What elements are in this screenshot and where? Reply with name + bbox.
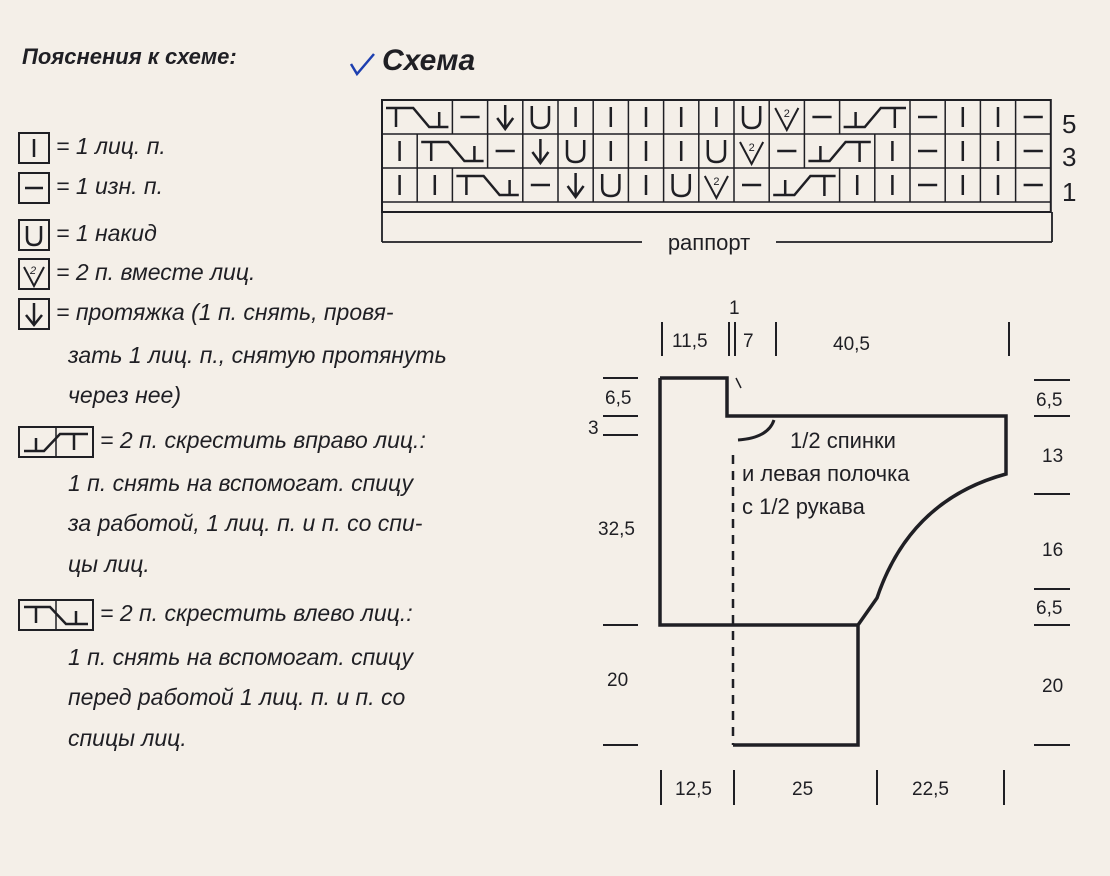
stitch-yarn-over	[664, 168, 690, 202]
stitch-knit	[628, 134, 646, 168]
stitch-k2tog	[734, 134, 763, 168]
stitch-cross-right	[769, 168, 835, 202]
stitch-purl	[804, 100, 831, 134]
stitch-knit	[593, 100, 611, 134]
stitch-knit	[875, 134, 893, 168]
stitch-knit	[417, 168, 435, 202]
svg-text:2: 2	[713, 176, 720, 188]
stitch-cross-right	[804, 134, 870, 168]
stitch-knit	[628, 168, 646, 202]
stitch-pull-through	[488, 100, 514, 134]
stitch-purl	[910, 168, 937, 202]
legend-text: = 2 п. скрестить влево лиц.:	[100, 600, 413, 626]
stitch-purl	[488, 134, 515, 168]
dim-label: 20	[1042, 676, 1064, 697]
legend-text-continued: зать 1 лиц. п., снятую протянуть	[68, 342, 447, 368]
stitch-cross-right	[840, 100, 906, 134]
legend-text: = 2 п. вместе лиц.	[56, 259, 256, 285]
dim-label: 1	[729, 298, 740, 319]
piece-label-line: с 1/2 рукава	[742, 494, 865, 519]
legend-text-continued: через нее)	[68, 382, 182, 408]
legend-text-continued: спицы лиц.	[68, 725, 187, 751]
stitch-yarn-over	[734, 100, 760, 134]
stitch-yarn-over	[699, 134, 725, 168]
stitch-purl	[1016, 168, 1043, 202]
dim-label: 25	[792, 779, 814, 800]
stitch-knit	[382, 134, 400, 168]
shoulder-mark	[736, 378, 741, 388]
dim-label: 16	[1042, 540, 1064, 561]
stitch-purl	[769, 134, 796, 168]
stitch-purl	[910, 134, 937, 168]
stitch-knit	[664, 134, 682, 168]
bottom-dimension-ticks	[661, 770, 1004, 805]
dim-label: 22,5	[912, 779, 949, 800]
piece-label-line: и левая полочка	[742, 461, 910, 486]
stitch-knit	[382, 168, 400, 202]
stitch-knit	[699, 100, 717, 134]
dim-label: 6,5	[1036, 598, 1063, 619]
stitch-purl	[1016, 100, 1043, 134]
row-number: 3	[1062, 142, 1077, 172]
piece-label-line: 1/2 спинки	[790, 428, 896, 453]
stitch-cross-left	[452, 168, 518, 202]
dim-label: 6,5	[1036, 390, 1063, 411]
legend-text: = протяжка (1 п. снять, провя-	[56, 299, 394, 325]
stitch-knit	[628, 100, 646, 134]
legend-text: = 1 лиц. п.	[56, 133, 166, 159]
stitch-knit	[980, 168, 998, 202]
legend-text-continued: перед работой 1 лиц. п. и п. со	[68, 684, 406, 710]
stitch-knit	[593, 134, 611, 168]
row-number: 1	[1062, 177, 1077, 207]
legend-text: = 1 изн. п.	[56, 173, 163, 199]
dim-label: 20	[607, 670, 629, 691]
stitch-yarn-over	[558, 134, 584, 168]
legend-text: = 1 накид	[56, 220, 157, 246]
legend-text: = 2 п. скрестить вправо лиц.:	[100, 427, 426, 453]
stitch-knit	[840, 168, 858, 202]
stitch-purl	[910, 100, 937, 134]
dim-label: 12,5	[675, 779, 712, 800]
stitch-knit	[558, 100, 576, 134]
stitch-purl	[523, 168, 550, 202]
stitch-knit	[980, 134, 998, 168]
legend-text-continued: цы лиц.	[68, 551, 150, 577]
legend-title: Пояснения к схеме:	[22, 44, 237, 69]
svg-text:2: 2	[748, 142, 755, 154]
stitch-cross-left	[382, 100, 448, 134]
legend-text-continued: 1 п. снять на вспомогат. спицу	[68, 644, 413, 670]
dim-label: 7	[743, 331, 754, 352]
svg-text:2: 2	[30, 264, 37, 277]
stitch-knit	[664, 100, 682, 134]
stitch-knit	[875, 168, 893, 202]
stitch-purl	[1016, 134, 1043, 168]
stitch-yarn-over	[523, 100, 549, 134]
dim-label: 40,5	[833, 334, 870, 355]
stitch-knit	[945, 100, 963, 134]
dim-label: 6,5	[605, 388, 632, 409]
scheme-title: Схема	[382, 44, 476, 77]
legend-text-continued: 1 п. снять на вспомогат. спицу	[68, 470, 413, 496]
stitch-k2tog	[699, 168, 728, 202]
stitch-purl	[734, 168, 761, 202]
stitch-yarn-over	[593, 168, 619, 202]
dim-label: 11,5	[672, 331, 708, 352]
dim-label: 32,5	[598, 519, 635, 540]
stitch-chart	[382, 100, 1051, 212]
svg-text:2: 2	[783, 108, 790, 120]
neckline-curve	[738, 420, 774, 440]
stitch-pull-through	[523, 134, 549, 168]
stitch-knit	[980, 100, 998, 134]
stitch-knit	[945, 134, 963, 168]
row-number: 5	[1062, 109, 1077, 139]
repeat-label: раппорт	[667, 230, 751, 255]
legend-text-continued: за работой, 1 лиц. п. и п. со спи-	[68, 510, 423, 536]
stitch-pull-through	[558, 168, 584, 202]
stitch-k2tog	[769, 100, 798, 134]
dim-label: 3	[588, 418, 599, 439]
dim-label: 13	[1042, 446, 1064, 467]
stitch-purl	[452, 100, 479, 134]
stitch-knit	[945, 168, 963, 202]
stitch-cross-left	[417, 134, 483, 168]
